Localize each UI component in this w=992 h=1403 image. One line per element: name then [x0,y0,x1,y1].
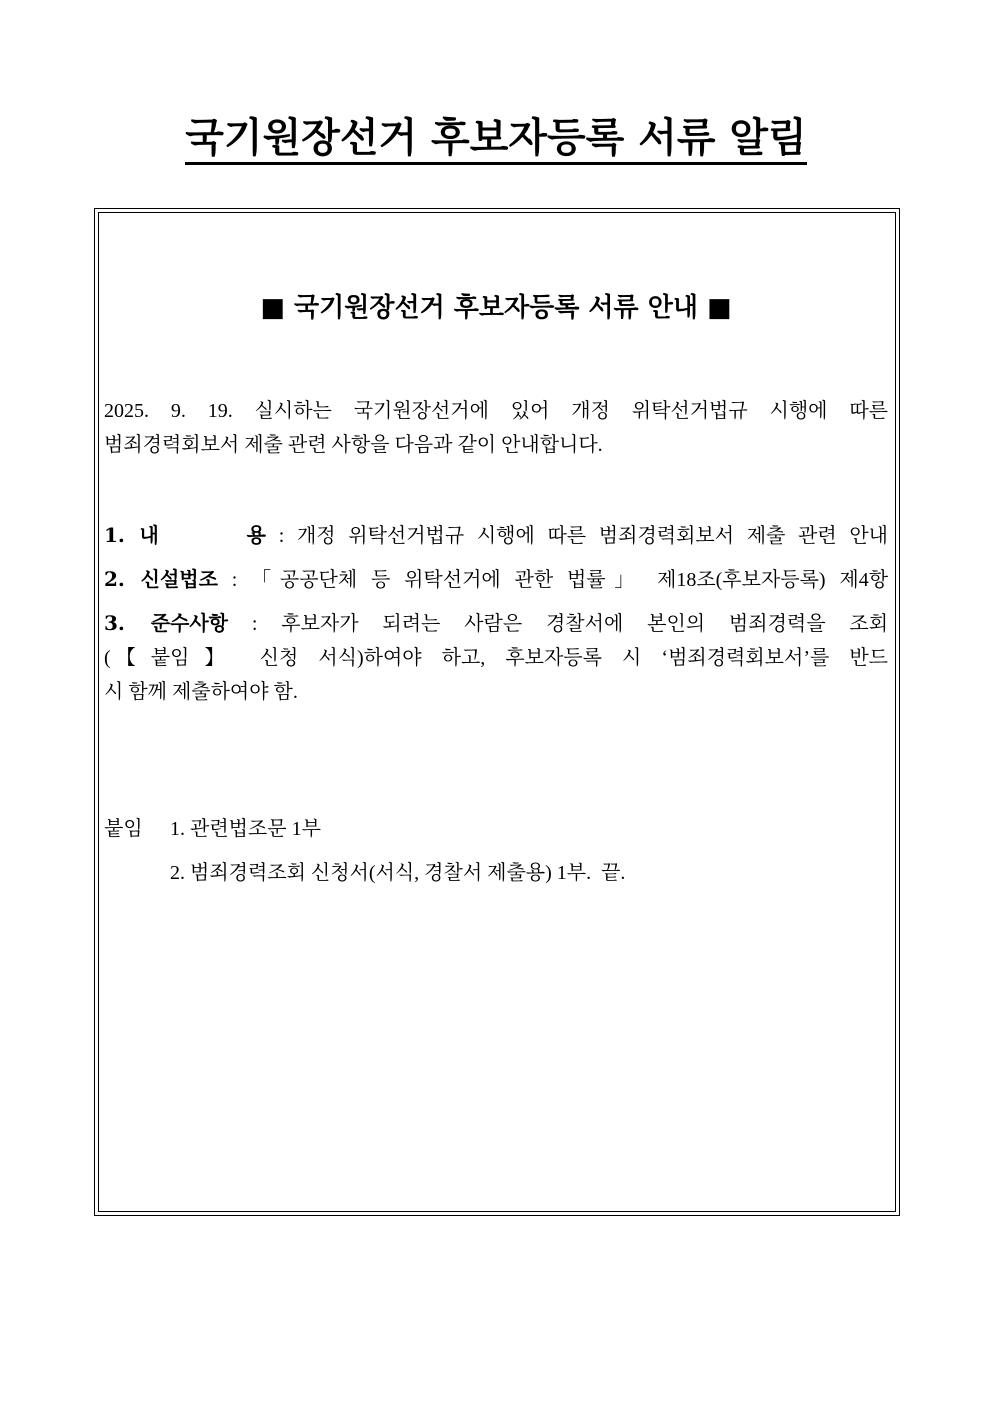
intro-paragraph [104,394,888,462]
attachment-item: 2. 범죄경력조회 신청서(서식, 경찰서 제출용) 1부. 끝. [170,862,626,884]
item-continuation-1: (【붙임】 신청 서식)하여야 하고, 후보자등록 시 ‘범죄경력회보서’를 반드 [104,647,888,669]
attachment-row-1 [104,812,888,856]
attachment-row-2 [104,856,888,900]
notice-box [94,208,900,1216]
item-text: 후보자가 되려는 사람은 경찰서에 본인의 범죄경력을 조회 [281,613,889,635]
item-text: 「공공단체 등 위탁선거에 관한 법률」 제18조(후보자등록) 제4항 [251,569,889,591]
item-compliance [104,606,888,709]
notice-box-heading: ■ 국기원장선거 후보자등록 서류 안내 ■ [260,293,732,323]
attachments [104,812,888,900]
intro-line-2: 범죄경력회보서 제출 관련 사항을 다음과 같이 안내합니다. [104,434,603,456]
item-separator: : [266,525,297,547]
item-text: 개정 위탁선거법규 시행에 따른 범죄경력회보서 제출 관련 안내 [296,525,889,547]
item-label: 1. 내 용 [104,523,267,547]
attachments-label: 붙임 [104,818,143,840]
item-first-line [104,606,888,641]
item-legal-basis [104,562,888,597]
item-content [104,518,888,553]
item-separator: : [227,613,282,635]
document-title [0,112,992,164]
item-separator: : [217,569,252,591]
notice-box-inner-border [98,212,896,1212]
item-label: 2. 신설법조 [104,567,218,591]
item-continuation-2: 시 함께 제출하여야 함. [104,681,298,703]
attachment-item: 1. 관련법조문 1부 [170,818,321,840]
item-label: 3. 준수사항 [104,611,228,635]
intro-line-1: 2025. 9. 19. 실시하는 국기원장선거에 있어 개정 위탁선거법규 시행에 따른 [104,400,888,422]
document-title-text: 국기원장선거 후보자등록 서류 알림 [185,115,806,165]
